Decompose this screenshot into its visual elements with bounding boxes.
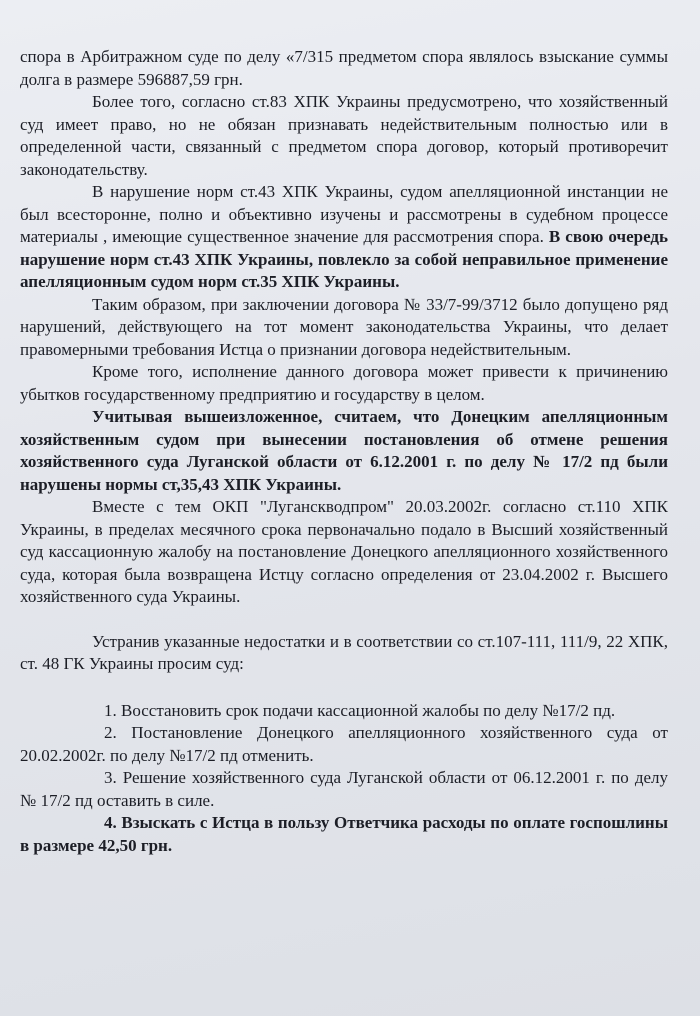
paragraph-2: Более того, согласно ст.83 ХПК Украины предусмотрено, что хозяйственный суд имеет право, но не обязан признавать недействительным полностью или в определенной части, связанный с предметом спора договор, который противоречит законодательству. (20, 92, 668, 179)
request-item-3: 3. Решение хозяйственного суда Луганской области от 06.12.2001 г. по делу № 17/2 пд оставить в силе. (20, 768, 668, 810)
paragraph-3-bold-text: В свою очередь нарушение норм ст.43 ХПК Украины, повлекло за собой неправильное применение апелляционным судом норм ст.35 ХПК Украины. (20, 227, 668, 291)
paragraph-5: Кроме того, исполнение данного договора может привести к причинению убытков государственному предприятию и государству в целом. (20, 362, 668, 404)
paragraph-4: Таким образом, при заключении договора № 33/7-99/3712 было допущено ряд нарушений, действующего на тот момент законодательства Украины, что делает правомерными требования Истца о признании договора недействительным. (20, 294, 668, 359)
request-item-4: 4. Взыскать с Истца в пользу Ответчика расходы по оплате госпошлины в размере 42,50 грн. (20, 813, 668, 855)
paragraph-3 (20, 181, 668, 294)
paragraph-gap (20, 609, 668, 631)
paragraph-6-conclusion: Учитывая вышеизложенное, считаем, что Донецким апелляционным хозяйственным судом при вынесении постановления об отмене решения хозяйственного суда Луганской области от 6.12.2001 г. по делу № 17/2 пд были нарушены нормы ст,35,43 ХПК Украины. (20, 407, 668, 494)
paragraph-7: Вместе с тем ОКП "Луганскводпром" 20.03.2002г. согласно ст.110 ХПК Украины, в пределах месячного срока первоначально подало в Высший хозяйственный суд кассационную жалобу на постановление Донецкого апелляционного хозяйственного суда, которая была возвращена Истцу согласно определения от 23.04.2002 г. Высшего хозяйственного суда Украины. (20, 497, 668, 606)
paragraph-3-text: В нарушение норм ст.43 ХПК Украины, судом апелляционной инстанции не был всесторонне, полно и объективно изучены и рассмотрены в судебном процессе материалы , имеющие существенное значение для рассмотрения спора. (20, 182, 668, 246)
request-item-2: 2. Постановление Донецкого апелляционного хозяйственного суда от 20.02.2002г. по делу №17/2 пд отменить. (20, 723, 668, 765)
list-gap (20, 676, 668, 698)
paragraph-8-request: Устранив указанные недостатки и в соответствии со ст.107-111, 111/9, 22 ХПК, ст. 48 ГК Украины просим суд: (20, 631, 668, 673)
request-item-1: 1. Восстановить срок подачи кассационной жалобы по делу №17/2 пд. (104, 700, 616, 720)
paragraph-1: спора в Арбитражном суде по делу «7/315 предметом спора являлось взыскание суммы долга в размере 596887,59 грн. (20, 47, 668, 89)
document-body (20, 46, 668, 857)
